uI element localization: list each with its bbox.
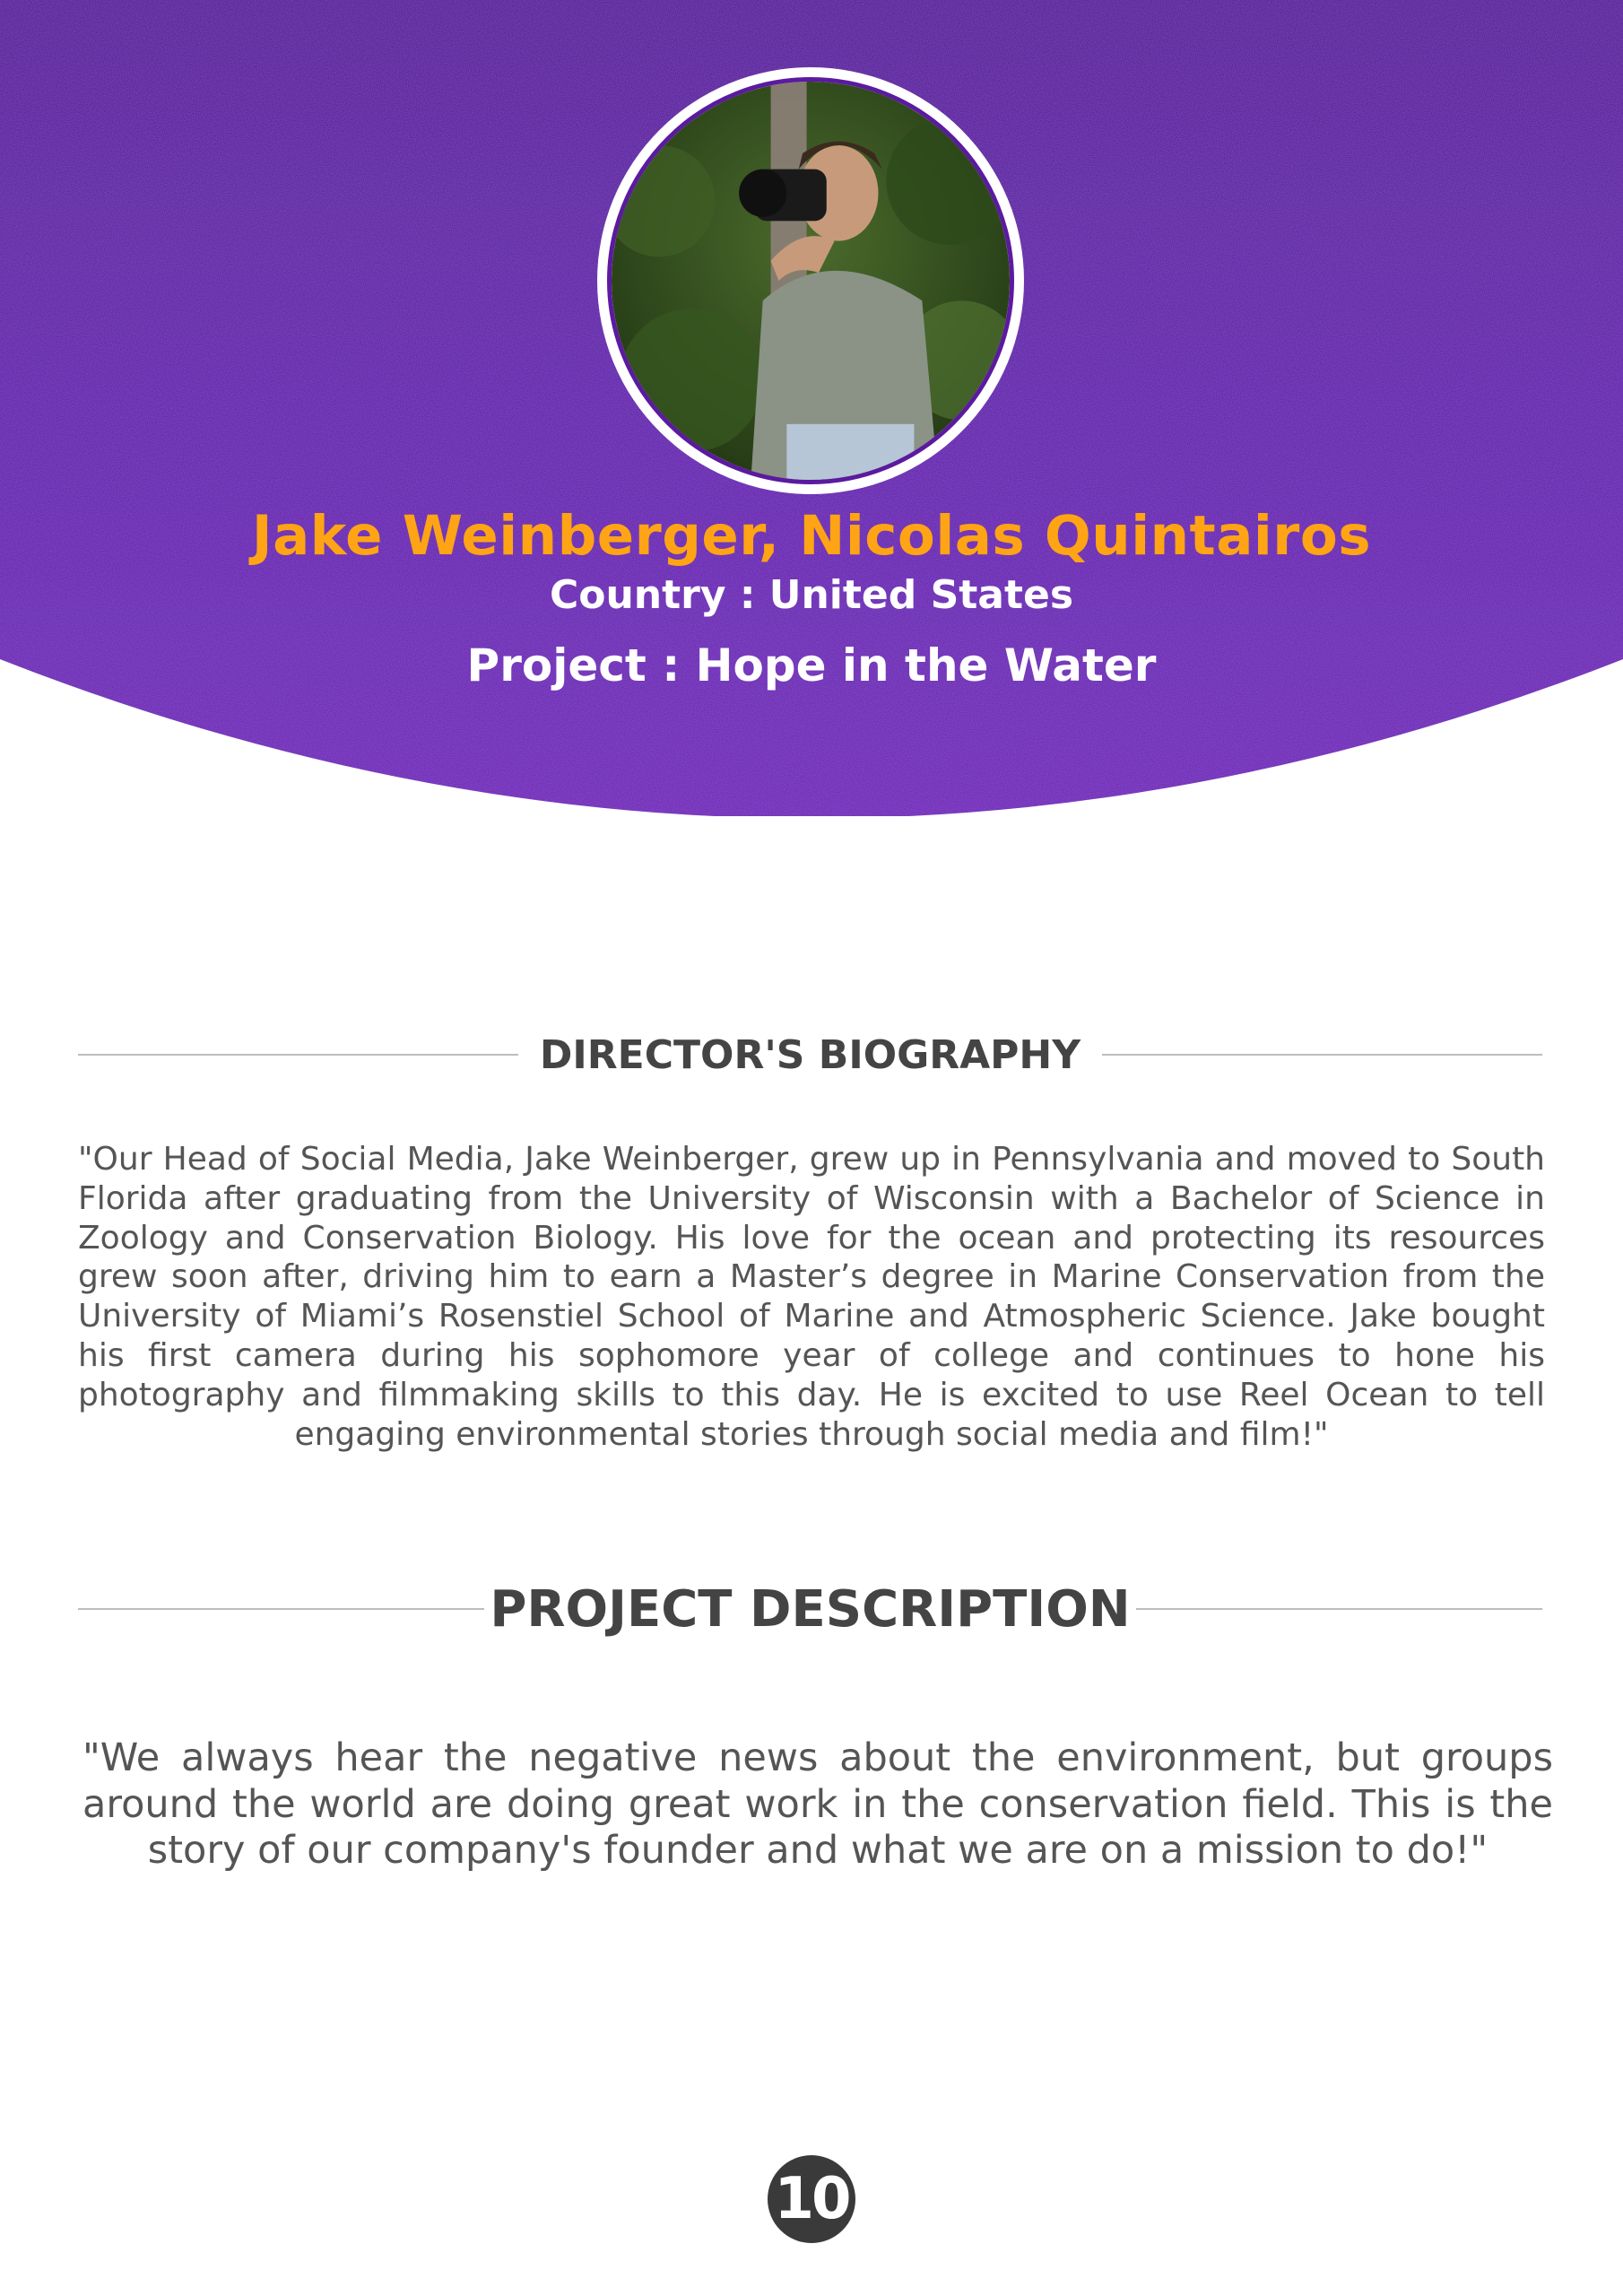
country-line: Country : United States xyxy=(549,572,1074,618)
project-description-heading: PROJECT DESCRIPTION xyxy=(490,1579,1131,1639)
project-description-text: "We always hear the negative news about the environment, but groups around the world are doing great work in the conservation field. This is the story of our company's founder and what we are on a mission to do!" xyxy=(82,1735,1553,1873)
page-number-badge: 10 xyxy=(768,2155,855,2243)
biography-text: "Our Head of Social Media, Jake Weinberger, grew up in Pennsylvania and moved to South Florida after graduating from the University of Wisconsin with a Bachelor of Science in Zoology and Conservation Biology. His love for the ocean and protecting its resources grew soon after, driving him to earn a Master’s degree in Marine Conservation from the University of Miami’s Rosenstiel School of Marine and Atmospheric Science. Jake bought his first camera during his sophomore year of college and continues to hone his photography and filmmaking skills to this day. He is excited to use Reel Ocean to tell engaging environmental stories through social media and film!" xyxy=(78,1141,1545,1453)
divider-line xyxy=(1102,1054,1542,1056)
project-heading-row xyxy=(78,1575,1542,1643)
biography-heading-row xyxy=(78,1028,1542,1082)
divider-line xyxy=(78,1054,518,1056)
divider-line xyxy=(78,1608,484,1610)
director-names: Jake Weinberger, Nicolas Quintairos xyxy=(251,504,1372,568)
director-portrait xyxy=(597,67,1024,494)
biography-heading: DIRECTOR'S BIOGRAPHY xyxy=(539,1031,1081,1078)
director-photo xyxy=(612,82,1010,480)
project-title-line: Project : Hope in the Water xyxy=(466,639,1157,691)
divider-line xyxy=(1136,1608,1542,1610)
